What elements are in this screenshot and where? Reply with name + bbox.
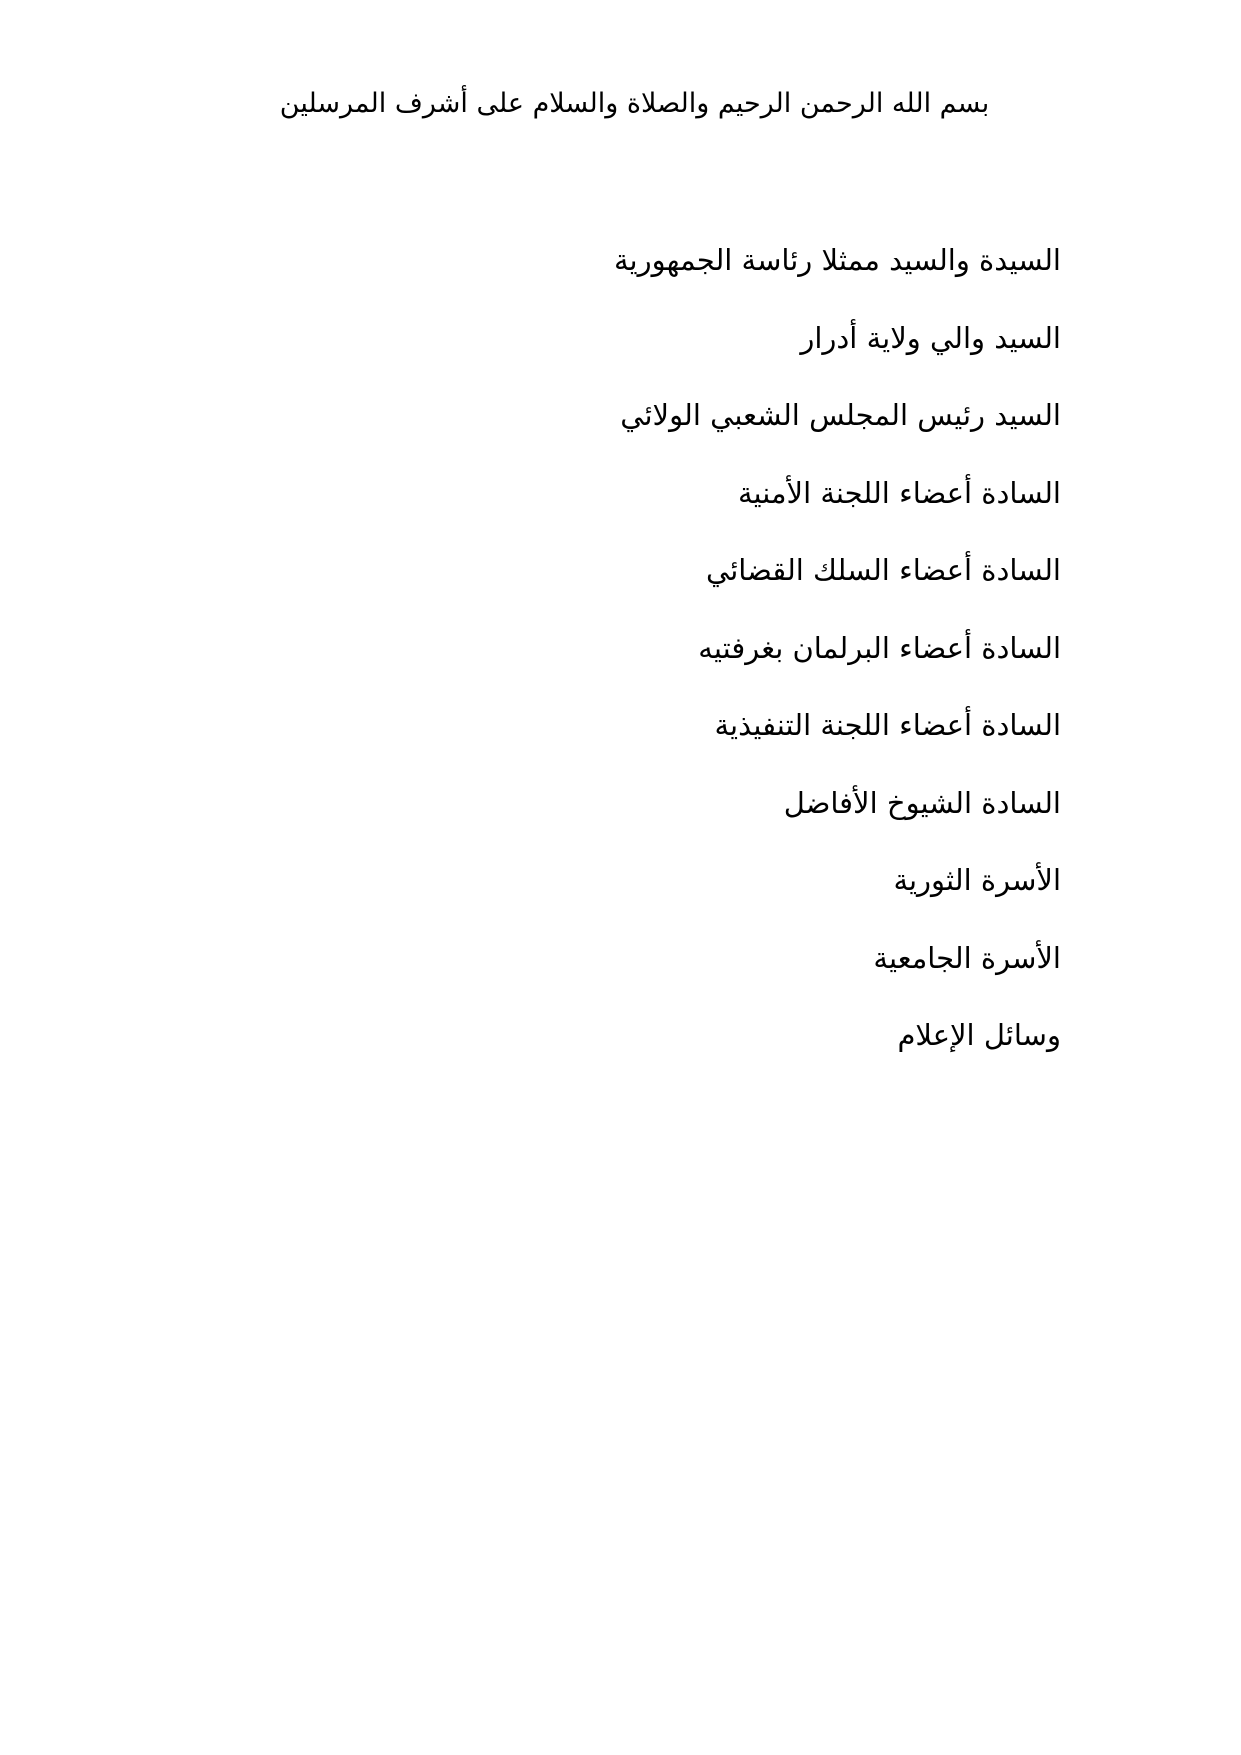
salutation-line: السادة أعضاء اللجنة الأمنية	[737, 475, 1061, 510]
salutation-line: السيد والي ولاية أدرار	[800, 320, 1061, 355]
salutation-line: وسائل الإعلام	[897, 1018, 1061, 1052]
salutation-line: الأسرة الجامعية	[873, 940, 1061, 975]
salutation-line: السادة أعضاء السلك القضائي	[706, 553, 1061, 587]
basmala-heading: بسم الله الرحمن الرحيم والصلاة والسلام على أشرف المرسلين	[279, 88, 990, 119]
salutation-line: السادة أعضاء اللجنة التنفيذية	[714, 708, 1061, 742]
salutation-line: السادة أعضاء البرلمان بغرفتيه	[698, 630, 1061, 665]
salutation-line: السادة الشيوخ الأفاضل	[783, 785, 1061, 820]
salutation-line: الأسرة الثورية	[893, 863, 1061, 897]
salutation-line: السيد رئيس المجلس الشعبي الولائي	[620, 398, 1061, 432]
salutation-list	[361, 238, 1061, 1091]
salutation-line: السيدة والسيد ممثلا رئاسة الجمهورية	[613, 243, 1061, 277]
